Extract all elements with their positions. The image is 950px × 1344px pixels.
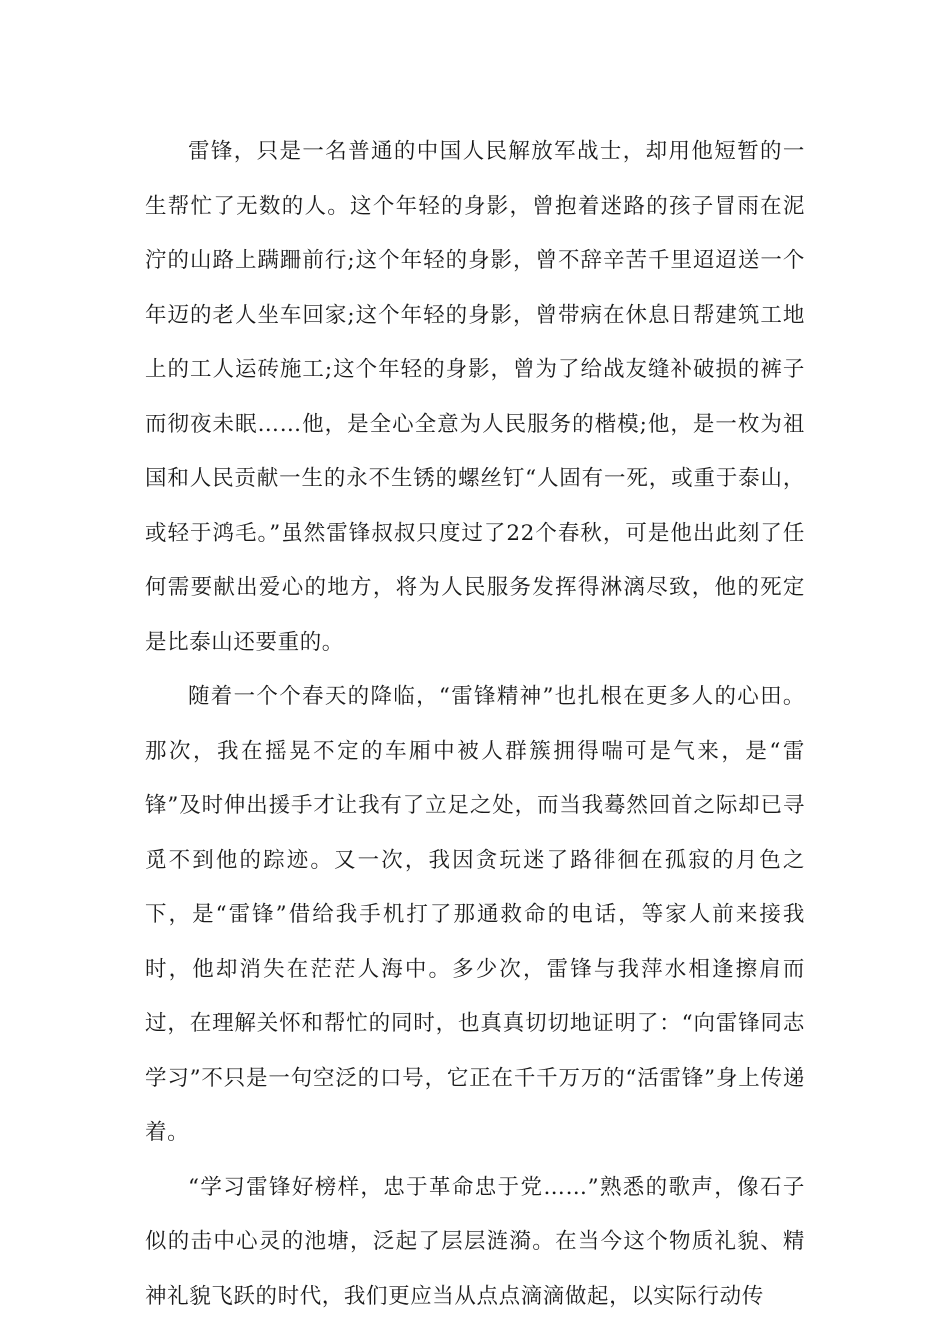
paragraph-3: “学习雷锋好榜样，忠于革命忠于党……”熟悉的歌声，像石子似的击中心灵的池塘，泛起了层层涟漪。在当今这个物质礼貌、精神礼貌飞跃的时代，我们更应当从点点滴滴做起，以实际行动传: [145, 1174, 805, 1309]
document-page: [145, 125, 805, 1324]
paragraph-1: 雷锋，只是一名普通的中国人民解放军战士，却用他短暂的一生帮忙了无数的人。这个年轻的身影，曾抱着迷路的孩子冒雨在泥泞的山路上蹒跚前行;这个年轻的身影，曾不辞辛苦千里迢迢送一个年迈的老人坐车回家;这个年轻的身影，曾带病在休息日帮建筑工地上的工人运砖施工;这个年轻的身影，曾为了给战友缝补破损的裤子而彻夜未眠……他，是全心全意为人民服务的楷模;他，是一枚为祖国和人民贡献一生的永不生锈的螺丝钉“人固有一死，或重于泰山，或轻于鸿毛。”虽然雷锋叔叔只度过了22个春秋，可是他出此刻了任何需要献出爱心的地方，将为人民服务发挥得淋漓尽致，他的死定是比泰山还要重的。: [145, 139, 805, 655]
paragraph-2: 随着一个个春天的降临，“雷锋精神”也扎根在更多人的心田。那次，我在摇晃不定的车厢中被人群簇拥得喘可是气来，是“雷锋”及时伸出援手才让我有了立足之处，而当我蓦然回首之际却已寻觅不到他的踪迹。又一次，我因贪玩迷了路徘徊在孤寂的月色之下，是“雷锋”借给我手机打了那通救命的电话，等家人前来接我时，他却消失在茫茫人海中。多少次，雷锋与我萍水相逢擦肩而过，在理解关怀和帮忙的同时，也真真切切地证明了：“向雷锋同志学习”不只是一句空泛的口号，它正在千千万万的“活雷锋”身上传递着。: [145, 684, 805, 1145]
